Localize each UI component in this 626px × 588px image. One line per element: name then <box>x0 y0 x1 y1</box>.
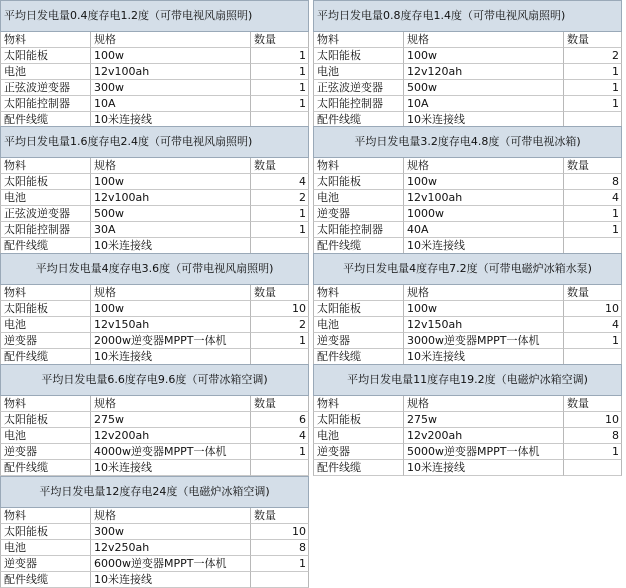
header-material: 物料 <box>313 32 404 48</box>
cell-spec: 100w <box>91 174 251 190</box>
cell-qty: 10 <box>251 301 309 317</box>
cell-qty <box>251 349 309 365</box>
cell-spec: 10米连接线 <box>91 460 251 476</box>
table-row <box>313 48 622 64</box>
header-qty: 数量 <box>564 32 622 48</box>
cell-qty <box>564 238 622 254</box>
package-title <box>0 364 309 396</box>
header-spec: 规格 <box>91 285 251 301</box>
cell-spec: 10米连接线 <box>91 572 251 588</box>
package-title-text: 平均日发电量12度存电24度（电磁炉冰箱空调) <box>39 485 270 498</box>
cell-spec: 5000w逆变器MPPT一体机 <box>404 444 564 460</box>
cell-qty: 1 <box>564 222 622 238</box>
package-title-text: 平均日发电量11度存电19.2度（电磁炉冰箱空调) <box>347 373 588 386</box>
table-row <box>313 238 622 254</box>
cell-qty: 1 <box>251 64 309 80</box>
table-row <box>0 80 309 96</box>
table-row <box>313 96 622 112</box>
cell-material: 太阳能板 <box>313 48 404 64</box>
cell-spec: 10米连接线 <box>404 349 564 365</box>
table-header-row <box>0 508 309 524</box>
cell-qty: 2 <box>564 48 622 64</box>
cell-spec: 4000w逆变器MPPT一体机 <box>91 444 251 460</box>
package-title-text: 平均日发电量0.4度存电1.2度（可带电视风扇照明) <box>4 9 253 22</box>
table-row <box>313 349 622 365</box>
cell-spec: 300w <box>91 80 251 96</box>
package-title-text: 平均日发电量4度存电3.6度（可带电视风扇照明) <box>35 262 274 275</box>
cell-qty: 1 <box>251 222 309 238</box>
table-row <box>0 428 309 444</box>
cell-material: 太阳能板 <box>313 301 404 317</box>
table-row <box>0 540 309 556</box>
package-title-text: 平均日发电量0.8度存电1.4度（可带电视风扇照明) <box>317 9 566 22</box>
cell-material: 太阳能板 <box>0 48 91 64</box>
cell-material: 电池 <box>0 428 91 444</box>
header-spec: 规格 <box>404 396 564 412</box>
cell-qty: 1 <box>251 206 309 222</box>
cell-qty: 1 <box>251 556 309 572</box>
header-qty: 数量 <box>564 285 622 301</box>
cell-material: 太阳能控制器 <box>0 96 91 112</box>
cell-spec: 275w <box>91 412 251 428</box>
cell-spec: 500w <box>404 80 564 96</box>
package-title-text: 平均日发电量6.6度存电9.6度（可带冰箱空调) <box>41 373 268 386</box>
cell-spec: 10A <box>91 96 251 112</box>
table-row <box>0 301 309 317</box>
table-row <box>313 222 622 238</box>
cell-spec: 100w <box>404 48 564 64</box>
cell-spec: 275w <box>404 412 564 428</box>
table-header-row <box>313 285 622 301</box>
cell-material: 配件线缆 <box>0 238 91 254</box>
cell-spec: 10米连接线 <box>91 112 251 128</box>
cell-spec: 12v150ah <box>91 317 251 333</box>
package-title <box>313 253 622 285</box>
cell-material: 配件线缆 <box>0 572 91 588</box>
package-title <box>313 126 622 158</box>
cell-spec: 2000w逆变器MPPT一体机 <box>91 333 251 349</box>
cell-spec: 10米连接线 <box>404 460 564 476</box>
cell-spec: 12v200ah <box>404 428 564 444</box>
package-title-text: 平均日发电量1.6度存电2.4度（可带电视风扇照明) <box>4 135 253 148</box>
header-material: 物料 <box>0 508 91 524</box>
table-row <box>313 317 622 333</box>
table-header-row <box>313 158 622 174</box>
table-row <box>313 412 622 428</box>
cell-spec: 1000w <box>404 206 564 222</box>
cell-qty: 10 <box>251 524 309 540</box>
cell-qty <box>251 572 309 588</box>
cell-material: 电池 <box>0 190 91 206</box>
table-row <box>0 174 309 190</box>
cell-spec: 10米连接线 <box>404 238 564 254</box>
header-qty: 数量 <box>251 396 309 412</box>
header-material: 物料 <box>313 158 404 174</box>
header-material: 物料 <box>0 32 91 48</box>
table-row <box>313 460 622 476</box>
cell-spec: 12v150ah <box>404 317 564 333</box>
cell-material: 正弦波逆变器 <box>313 80 404 96</box>
cell-spec: 12v250ah <box>91 540 251 556</box>
cell-spec: 12v100ah <box>91 64 251 80</box>
package-title-text: 平均日发电量4度存电7.2度（可带电磁炉冰箱水泵) <box>343 262 592 275</box>
header-material: 物料 <box>0 158 91 174</box>
cell-material: 逆变器 <box>313 444 404 460</box>
table-row <box>0 524 309 540</box>
cell-material: 配件线缆 <box>313 238 404 254</box>
package-title-text: 平均日发电量3.2度存电4.8度（可带电视冰箱) <box>354 135 581 148</box>
cell-qty: 10 <box>564 412 622 428</box>
cell-qty: 8 <box>564 428 622 444</box>
cell-spec: 6000w逆变器MPPT一体机 <box>91 556 251 572</box>
cell-material: 太阳能板 <box>313 412 404 428</box>
header-material: 物料 <box>313 396 404 412</box>
header-material: 物料 <box>313 285 404 301</box>
cell-spec: 10米连接线 <box>91 349 251 365</box>
cell-spec: 40A <box>404 222 564 238</box>
cell-material: 太阳能板 <box>0 174 91 190</box>
table-row <box>313 80 622 96</box>
package-title <box>313 0 622 32</box>
cell-material: 正弦波逆变器 <box>0 80 91 96</box>
package-title <box>0 0 309 32</box>
table-row <box>0 317 309 333</box>
cell-spec: 12v200ah <box>91 428 251 444</box>
cell-material: 太阳能控制器 <box>313 222 404 238</box>
table-row <box>0 556 309 572</box>
cell-material: 电池 <box>313 428 404 444</box>
header-spec: 规格 <box>91 158 251 174</box>
cell-qty: 4 <box>251 174 309 190</box>
cell-spec: 100w <box>91 301 251 317</box>
cell-qty: 8 <box>251 540 309 556</box>
cell-spec: 100w <box>404 301 564 317</box>
table-row <box>0 238 309 254</box>
cell-qty: 4 <box>564 317 622 333</box>
cell-qty: 1 <box>251 96 309 112</box>
package-title <box>0 476 309 508</box>
cell-qty <box>564 349 622 365</box>
cell-qty: 1 <box>251 333 309 349</box>
table-row <box>0 48 309 64</box>
table-header-row <box>0 32 309 48</box>
header-spec: 规格 <box>404 285 564 301</box>
table-header-row <box>313 32 622 48</box>
cell-qty: 1 <box>564 444 622 460</box>
cell-qty: 4 <box>564 190 622 206</box>
table-header-row <box>0 158 309 174</box>
cell-qty: 1 <box>564 80 622 96</box>
cell-qty <box>251 460 309 476</box>
cell-spec: 10米连接线 <box>404 112 564 128</box>
table-row <box>0 206 309 222</box>
cell-material: 太阳能板 <box>0 412 91 428</box>
table-row <box>313 64 622 80</box>
table-row <box>313 301 622 317</box>
cell-spec: 30A <box>91 222 251 238</box>
header-spec: 规格 <box>91 32 251 48</box>
cell-material: 电池 <box>0 540 91 556</box>
cell-spec: 100w <box>91 48 251 64</box>
table-row <box>0 412 309 428</box>
cell-qty: 2 <box>251 317 309 333</box>
cell-qty: 6 <box>251 412 309 428</box>
header-qty: 数量 <box>251 285 309 301</box>
cell-spec: 100w <box>404 174 564 190</box>
cell-material: 太阳能板 <box>313 174 404 190</box>
cell-qty: 1 <box>564 206 622 222</box>
cell-spec: 12v100ah <box>404 190 564 206</box>
cell-material: 配件线缆 <box>313 460 404 476</box>
table-header-row <box>0 396 309 412</box>
cell-material: 电池 <box>0 64 91 80</box>
cell-material: 太阳能板 <box>0 524 91 540</box>
cell-material: 逆变器 <box>0 556 91 572</box>
cell-material: 电池 <box>0 317 91 333</box>
table-row <box>313 190 622 206</box>
cell-qty: 1 <box>251 48 309 64</box>
table-row <box>0 572 309 588</box>
table-header-row <box>0 285 309 301</box>
header-qty: 数量 <box>564 158 622 174</box>
header-spec: 规格 <box>404 32 564 48</box>
table-row <box>0 349 309 365</box>
table-row <box>0 190 309 206</box>
cell-material: 配件线缆 <box>0 112 91 128</box>
cell-qty <box>564 460 622 476</box>
table-row <box>0 444 309 460</box>
cell-material: 太阳能控制器 <box>0 222 91 238</box>
table-row <box>0 460 309 476</box>
cell-spec: 500w <box>91 206 251 222</box>
table-row <box>313 333 622 349</box>
cell-spec: 10A <box>404 96 564 112</box>
cell-qty: 10 <box>564 301 622 317</box>
cell-material: 逆变器 <box>0 444 91 460</box>
package-title <box>0 253 309 285</box>
table-row <box>313 428 622 444</box>
cell-qty: 2 <box>251 190 309 206</box>
package-title <box>313 364 622 396</box>
cell-material: 逆变器 <box>0 333 91 349</box>
header-qty: 数量 <box>251 508 309 524</box>
cell-qty: 1 <box>564 96 622 112</box>
cell-qty: 1 <box>564 333 622 349</box>
header-spec: 规格 <box>91 396 251 412</box>
header-spec: 规格 <box>91 508 251 524</box>
header-spec: 规格 <box>404 158 564 174</box>
table-row <box>313 444 622 460</box>
cell-material: 电池 <box>313 64 404 80</box>
cell-spec: 300w <box>91 524 251 540</box>
package-title <box>0 126 309 158</box>
cell-spec: 3000w逆变器MPPT一体机 <box>404 333 564 349</box>
cell-material: 正弦波逆变器 <box>0 206 91 222</box>
header-material: 物料 <box>0 285 91 301</box>
header-material: 物料 <box>0 396 91 412</box>
cell-material: 太阳能板 <box>0 301 91 317</box>
cell-material: 配件线缆 <box>313 112 404 128</box>
table-row <box>313 174 622 190</box>
cell-material: 逆变器 <box>313 333 404 349</box>
table-row <box>0 222 309 238</box>
cell-qty: 1 <box>564 64 622 80</box>
table-row <box>0 333 309 349</box>
cell-material: 配件线缆 <box>0 349 91 365</box>
cell-qty: 1 <box>251 444 309 460</box>
header-qty: 数量 <box>251 32 309 48</box>
cell-qty: 4 <box>251 428 309 444</box>
header-qty: 数量 <box>564 396 622 412</box>
cell-material: 配件线缆 <box>313 349 404 365</box>
cell-qty: 8 <box>564 174 622 190</box>
cell-material: 电池 <box>313 190 404 206</box>
cell-qty <box>251 238 309 254</box>
header-qty: 数量 <box>251 158 309 174</box>
table-header-row <box>313 396 622 412</box>
cell-spec: 12v120ah <box>404 64 564 80</box>
cell-qty: 1 <box>251 80 309 96</box>
cell-material: 逆变器 <box>313 206 404 222</box>
table-row <box>313 206 622 222</box>
cell-material: 配件线缆 <box>0 460 91 476</box>
table-row <box>0 96 309 112</box>
cell-spec: 12v100ah <box>91 190 251 206</box>
cell-material: 电池 <box>313 317 404 333</box>
cell-spec: 10米连接线 <box>91 238 251 254</box>
cell-material: 太阳能控制器 <box>313 96 404 112</box>
table-row <box>0 64 309 80</box>
